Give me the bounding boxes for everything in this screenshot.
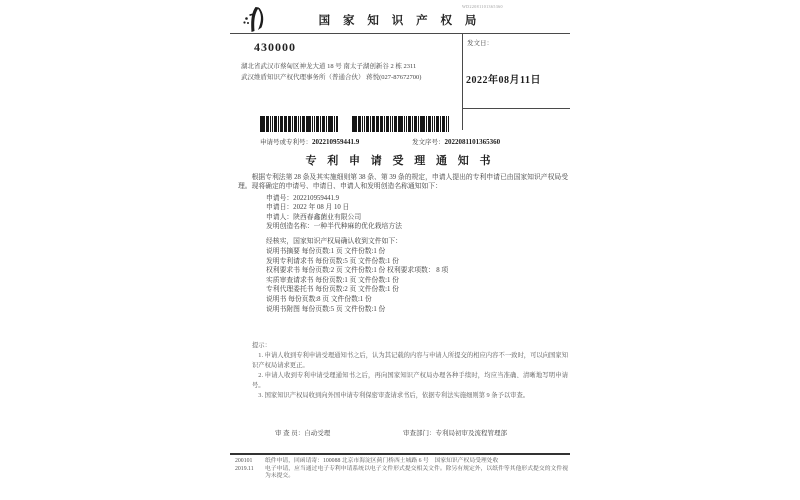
application-number-line (260, 137, 359, 146)
header-divider (230, 33, 570, 34)
field-application-number: 申请号：202210959441.9 (266, 195, 340, 202)
agency-title: 国 家 知 识 产 权 局 (318, 15, 482, 27)
serial-number-value: 2022081101365360 (444, 138, 501, 146)
footer-paper-instructions: 纸件申请，回函请寄：100088 北京市海淀区蓟门桥西土城路 6 号 国家知识产权局受理处收 (265, 458, 499, 464)
recipient-agency: 武汉维盾知识产权代理事务所（普通合伙） 蒋悦(027-87672700) (241, 74, 422, 81)
dispatch-box-bottom-rule (462, 108, 570, 109)
application-number-label: 申请号或专利号： (260, 139, 312, 146)
list-item: 说明书附图 每份页数:5 页 文件份数:1 份 (266, 305, 386, 313)
recipient-address: 湖北省武汉市蔡甸区神龙大道 18 号 南太子湖创新谷 2 栋 2311 (241, 63, 417, 70)
list-item: 实质审查请求书 每份页数:1 页 文件份数:1 份 (266, 276, 399, 284)
footer-form-code: 200101 (235, 458, 253, 464)
footer-revision-date: 2019.11 (235, 466, 254, 472)
serial-number-label: 发文序号： (412, 139, 445, 146)
review-department-label: 审查部门： (403, 430, 436, 437)
application-fields (266, 194, 568, 232)
document-barcode-code: WD22081101365360 (462, 4, 503, 9)
application-number-value: 202210959441.9 (312, 138, 360, 146)
list-item: 权利要求书 每份页数:2 页 文件份数:1 份 权利要求项数： 8 项 (266, 267, 449, 275)
examiner-label: 审 查 员： (275, 430, 305, 437)
dispatch-date-label: 发文日： (467, 40, 493, 47)
field-applicant: 申请人：陕西春鑫菌业有限公司 (266, 213, 362, 221)
footer-row-paper (235, 458, 568, 465)
examiner-line (275, 428, 330, 437)
review-department-line (403, 428, 507, 437)
list-item: 说明书 每份页数:8 页 文件份数:1 份 (266, 295, 372, 303)
serial-number-barcode (352, 116, 450, 132)
dispatch-box-divider (462, 33, 463, 130)
note-item-2: 2. 申请人收到专利申请受理通知书之后，再向国家知识产权局办理各种手续时，均应当准确、清晰地写明申请号。 (252, 371, 568, 389)
review-department-value: 专利局初审及流程管理部 (435, 430, 507, 437)
field-invention-title: 发明创造名称：一种半代种麻的优化栽培方法 (266, 223, 402, 231)
notes-section (252, 341, 568, 400)
footer-row-electronic (235, 466, 568, 480)
notice-intro-paragraph: 根据专利法第 28 条及其实施细则第 38 条、第 39 条的规定，申请人提出的专利申请已由国家知识产权局受理。现将确定的申请号、申请日、申请人和发明创造名称通知如下： (238, 174, 568, 191)
list-item: 专利代理委托书 每份页数:2 页 文件份数:1 份 (266, 286, 399, 294)
notes-label: 提示： (252, 342, 271, 349)
list-item: 说明书摘要 每份页数:1 页 文件份数:1 份 (266, 248, 386, 255)
dispatch-date-value: 2022年08月11日 (466, 75, 541, 86)
field-filing-date: 申请日：2022 年 08 月 10 日 (266, 204, 350, 212)
application-number-barcode (260, 116, 338, 132)
received-documents-intro: 经核实，国家知识产权局确认收到文件如下： (266, 238, 402, 245)
received-documents-list (266, 247, 568, 314)
footer-divider (230, 453, 570, 455)
list-item: 发明专利请求书 每份页数:5 页 文件份数:1 份 (266, 257, 399, 265)
footer-electronic-instructions: 电子申请，应当通过电子专利申请系统以电子文件形式提交相关文件。除另有规定外，以纸件等其他形式提交的文件视为未提交。 (265, 466, 568, 479)
note-item-1: 1. 申请人收到专利申请受理通知书之后，认为其记载的内容与申请人所提交的相应内容不一致时，可以向国家知识产权局请求更正。 (252, 351, 568, 369)
serial-number-line (412, 137, 500, 146)
recipient-postcode: 430000 (254, 40, 296, 54)
footer (235, 458, 568, 481)
examiner-value: 自动受理 (304, 430, 331, 437)
note-item-3: 3. 国家知识产权局收到向外国申请专利保密审查请求书后，依据专利法实施细则第 9 条予以审查。 (258, 391, 530, 399)
notice-title: 专 利 申 请 受 理 通 知 书 (305, 155, 495, 167)
